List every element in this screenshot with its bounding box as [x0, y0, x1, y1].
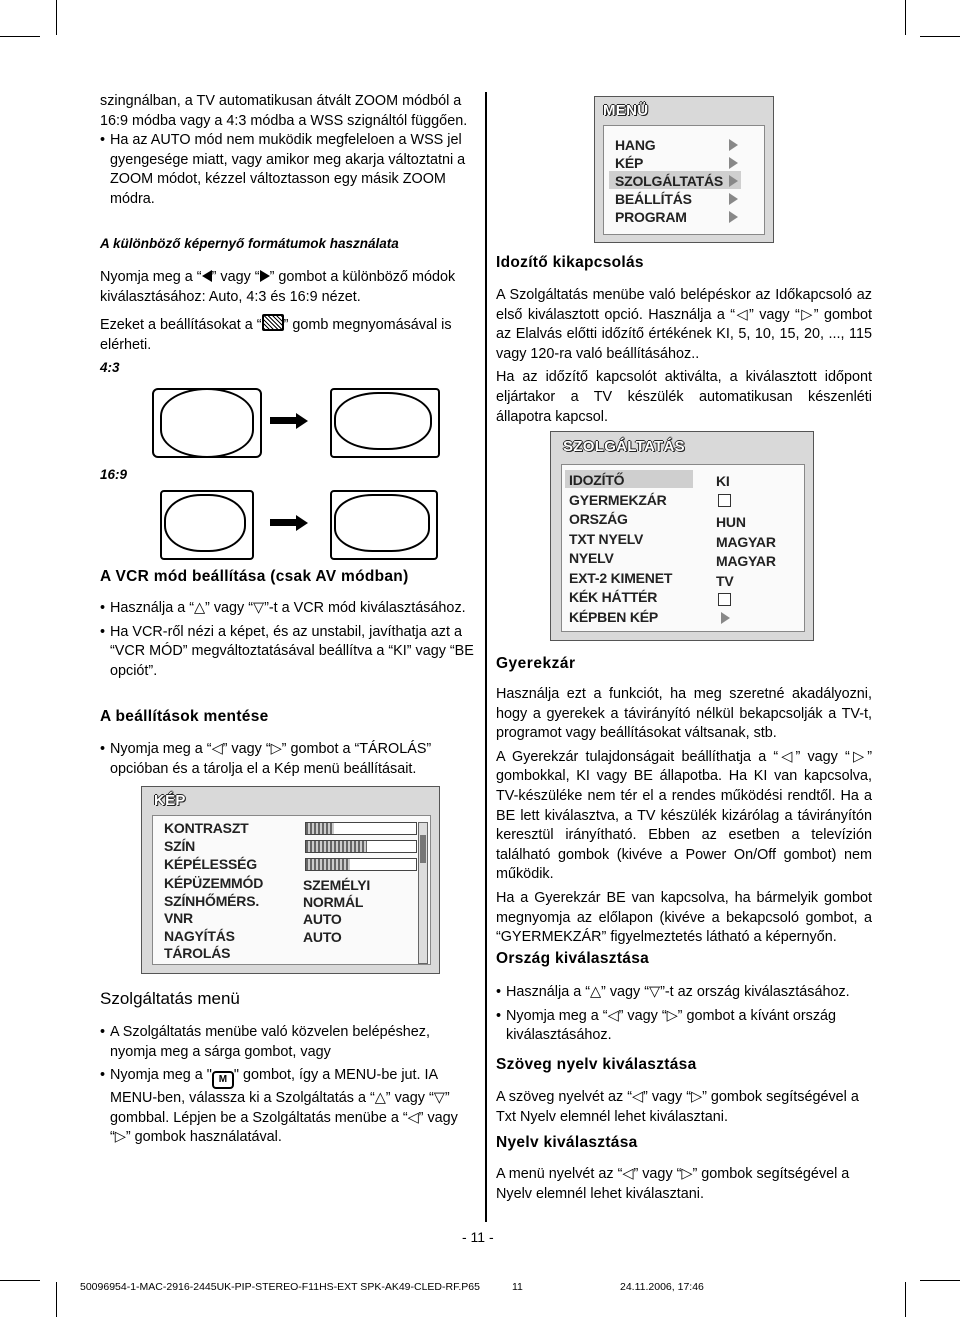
arrow-icon	[296, 413, 308, 429]
heading-country: Ország kiválasztása	[496, 950, 650, 967]
service-menu-item[interactable]: GYERMEKZÁR	[569, 492, 667, 508]
bullet-save: • Nyomja meg a “◁” vagy “▷” gombot a “TÁROLÁS” opcióban és a tárolja el a Kép menü beállításait.	[100, 740, 475, 779]
heading-save: A beállítások mentése	[100, 708, 269, 725]
footer-page: 11	[512, 1281, 523, 1293]
main-menu	[594, 96, 774, 243]
kep-slider-sharpness[interactable]	[305, 858, 417, 871]
service-menu-item[interactable]: NYELV	[569, 550, 614, 566]
kep-menu-item[interactable]: SZÍNHŐMÉRS.	[164, 893, 260, 909]
kep-menu-value: AUTO	[303, 911, 342, 927]
paragraph-select-modes: Nyomja meg a “ ” vagy “ ” gombot a különböző módok kiválasztásához: Auto, 4:3 és 16:9 nézet.	[100, 269, 456, 305]
chevron-right-icon	[729, 157, 738, 169]
country-section	[496, 983, 872, 1046]
paragraph-child-2: A Gyerekzár tulajdonságait beállíthatja a “◁” vagy “▷” gombokkal, KI vagy BE állapotba. Ha KI van kapcsolva, TV-készüléke nem tér el a rendes működési rendtől. Ha a BE lett kiválasztva, a TV készülék kizárólag a távirányítón keresztül irányítható. Ebben az esetben a televízión található gombok (kivéve a Power On/Off gombot) nem működik.	[496, 748, 872, 883]
tv-4-3-screen	[152, 388, 262, 458]
service-menu	[550, 431, 814, 641]
kep-menu-value: AUTO	[303, 929, 342, 945]
chevron-right-icon	[729, 139, 738, 151]
service-menu-title: SZOLGÁLTATÁS	[563, 438, 685, 455]
tv-4-3-picture	[160, 388, 254, 458]
footer-filename: 50096954-1-MAC-2916-2445UK-PIP-STEREO-F11HS-EXT SPK-AK49-CLED-RF.P65	[80, 1281, 480, 1293]
kep-scrollbar[interactable]	[418, 822, 428, 964]
footer-date: 24.11.2006, 17:46	[620, 1281, 704, 1293]
heading-child-lock: Gyerekzár	[496, 655, 576, 672]
tv-16-9-screen	[160, 490, 254, 560]
kep-menu-item[interactable]: SZÍN	[164, 838, 196, 854]
service-menu-item[interactable]: KÉK HÁTTÉR	[569, 589, 658, 605]
right-triangle-icon	[260, 270, 270, 282]
kep-slider-contrast[interactable]	[305, 822, 417, 835]
save-section	[100, 740, 475, 779]
service-menu-value: HUN	[716, 514, 746, 530]
kep-menu-item[interactable]: VNR	[164, 910, 193, 926]
chevron-right-icon	[721, 612, 730, 624]
main-menu-title: MENÜ	[603, 102, 649, 119]
crop-mark	[920, 1280, 960, 1281]
arrow-icon	[270, 519, 298, 526]
scrollbar-thumb[interactable]	[420, 835, 426, 863]
kep-menu-value: SZEMÉLYI	[303, 877, 371, 893]
main-menu-item[interactable]: KÉP	[615, 155, 644, 171]
service-menu-item[interactable]: EXT-2 KIMENET	[569, 570, 673, 586]
crop-mark	[0, 36, 40, 37]
column-divider	[485, 92, 487, 1222]
chevron-right-icon	[729, 193, 738, 205]
bullet-service-direct: • A Szolgáltatás menübe való közvelen belépéshez, nyomja meg a sárga gombot, vagy	[100, 1023, 475, 1062]
timer-section	[496, 286, 872, 427]
kep-menu-title: KÉP	[154, 792, 186, 809]
checkbox-icon[interactable]	[718, 593, 731, 606]
bullet-vcr-unstable: • Ha VCR-ről nézi a képet, és az unstabil, javíthatja azt a “VCR MÓD” megváltoztatásával beállítva a “KI” vagy “BE opciót”.	[100, 623, 475, 682]
slider-fill	[306, 841, 367, 852]
bullet-service-menu: • Nyomja meg a " M " gombot, így a MENU-be jut. IA MENU-ben, válassza ki a Szolgáltatás a “△” vagy “▽” gombbal. Lépjen be a Szolgáltatás menübe a “◁” vagy “▷” gombok használatával.	[100, 1066, 475, 1148]
checkbox-icon[interactable]	[718, 494, 731, 507]
service-menu-item[interactable]: KÉPBEN KÉP	[569, 609, 659, 625]
left-triangle-icon	[202, 270, 212, 282]
main-menu-item[interactable]: BEÁLLÍTÁS	[615, 191, 692, 207]
kep-menu-value: NORMÁL	[303, 894, 364, 910]
slider-fill	[306, 823, 334, 834]
service-menu-item[interactable]: TXT NYELV	[569, 531, 644, 547]
arrow-icon	[270, 417, 298, 424]
heading-vcr: A VCR mód beállítása (csak AV módban)	[100, 568, 409, 585]
kep-menu-item[interactable]: KONTRASZT	[164, 820, 249, 836]
kep-menu-item[interactable]: NAGYÍTÁS	[164, 928, 235, 944]
child-lock-section	[496, 685, 872, 948]
main-menu-item[interactable]: HANG	[615, 137, 656, 153]
paragraph-timer-2: Ha az időzítő kapcsolót aktiválta, a kiválasztott időpont eljártakor a TV készülék automatikusan készenléti állapotra kapcsol.	[496, 369, 872, 425]
menu-button-icon: M	[212, 1071, 234, 1089]
service-menu-item[interactable]: ORSZÁG	[569, 511, 628, 527]
kep-slider-color[interactable]	[305, 840, 417, 853]
label-4-3: 4:3	[100, 360, 120, 375]
tv-16-9-result	[330, 490, 438, 560]
service-menu-item[interactable]: IDOZÍTŐ	[569, 472, 625, 488]
service-menu-value: MAGYAR	[716, 553, 776, 569]
crop-mark	[905, 0, 906, 35]
crop-mark	[56, 0, 57, 35]
label-16-9: 16:9	[100, 467, 128, 482]
tv-4-3-result-picture	[334, 392, 432, 450]
crop-mark	[0, 1280, 40, 1281]
service-menu-value: KI	[716, 473, 730, 489]
chevron-right-icon	[729, 211, 738, 223]
bullet-country-1: • Használja a “△” vagy “▽”-t az ország kiválasztásához.	[496, 983, 872, 1003]
page-number: - 11 -	[462, 1229, 494, 1245]
arrow-icon	[296, 515, 308, 531]
crop-mark	[920, 36, 960, 37]
service-menu-value: MAGYAR	[716, 534, 776, 550]
paragraph-language: A menü nyelvét az “◁” vagy “▷” gombok segítségével a Nyelv elemnél lehet kiválasztani.	[496, 1166, 850, 1202]
heading-timer: Idozítő kikapcsolás	[496, 254, 644, 271]
chevron-right-icon	[729, 175, 738, 187]
paragraph-zoom: szingnálban, a TV automatikusan átvált ZOOM módból a 16:9 módba vagy a 4:3 módba a WSS szignáltól függően.	[100, 93, 468, 129]
tv-16-9-result-picture	[334, 494, 430, 552]
bullet-vcr-select: • Használja a “△” vagy “▽”-t a VCR mód kiválasztásához.	[100, 599, 475, 619]
paragraph-child-1: Használja ezt a funkciót, ha meg szeretné akadályozni, hogy a gyerekek a távirányító nélkül bekapcsolják a TV-t, programot vagy beállításokat váltsanak, stb.	[496, 686, 872, 742]
main-menu-item[interactable]: SZOLGÁLTATÁS	[615, 173, 724, 189]
kep-menu-item[interactable]: KÉPÉLESSÉG	[164, 856, 257, 872]
crop-mark	[905, 1282, 906, 1317]
paragraph-timer-1: A Szolgáltatás menübe való belépéskor az Időkapcsoló az első kiválasztott opció. Használja a “◁” vagy “▷” gombot az Elalvás előtti időzítő értékének KI, 5, 10, 15, 20, ..., 115 vagy 120-ra való beállításához..	[496, 287, 872, 362]
crop-mark	[56, 1282, 57, 1317]
bullet-country-2: • Nyomja meg a “◁” vagy “▷” gombot a kívánt ország kiválasztásához.	[496, 1007, 872, 1046]
kep-menu-item[interactable]: KÉPÜZEMMÓD	[164, 875, 264, 891]
left-column	[100, 92, 475, 210]
slider-fill	[306, 859, 350, 870]
tv-16-9-picture	[164, 494, 246, 552]
paragraph-text-language: A szöveg nyelvét az “◁” vagy “▷” gombok segítségével a Txt Nyelv elemnél lehet kiválasztani.	[496, 1089, 859, 1125]
heading-text-language: Szöveg nyelv kiválasztása	[496, 1056, 697, 1073]
main-menu-item[interactable]: PROGRAM	[615, 209, 687, 225]
kep-menu	[141, 786, 440, 974]
paragraph-zoom-button: Ezeket a beállításokat a “ ” gomb megnyomásával is elérheti.	[100, 314, 475, 355]
zoom-button-icon	[262, 314, 284, 331]
heading-formats: A különböző képernyő formátumok használata	[100, 236, 399, 251]
heading-service-menu: Szolgáltatás menü	[100, 989, 240, 1008]
service-menu-value: TV	[716, 573, 734, 589]
bullet-auto: • Ha az AUTO mód nem muködik megfeleloen a WSS jel gyengesége miatt, vagy amikor meg akarja változtatni a ZOOM módot, kézzel változtasson egy másik ZOOM módra.	[100, 131, 475, 209]
heading-language: Nyelv kiválasztása	[496, 1134, 638, 1151]
paragraph-child-3: Ha a Gyerekzár BE van kapcsolva, ha bármelyik gombot megnyomja az előlapon (kivéve a bekapcsoló gombot, a “GYERMEKZÁR” figyelmeztetés látható a képernyőn.	[496, 889, 872, 946]
tv-4-3-result	[330, 388, 440, 458]
vcr-section	[100, 599, 475, 681]
service-section	[100, 1023, 475, 1148]
kep-menu-item[interactable]: TÁROLÁS	[164, 945, 231, 961]
